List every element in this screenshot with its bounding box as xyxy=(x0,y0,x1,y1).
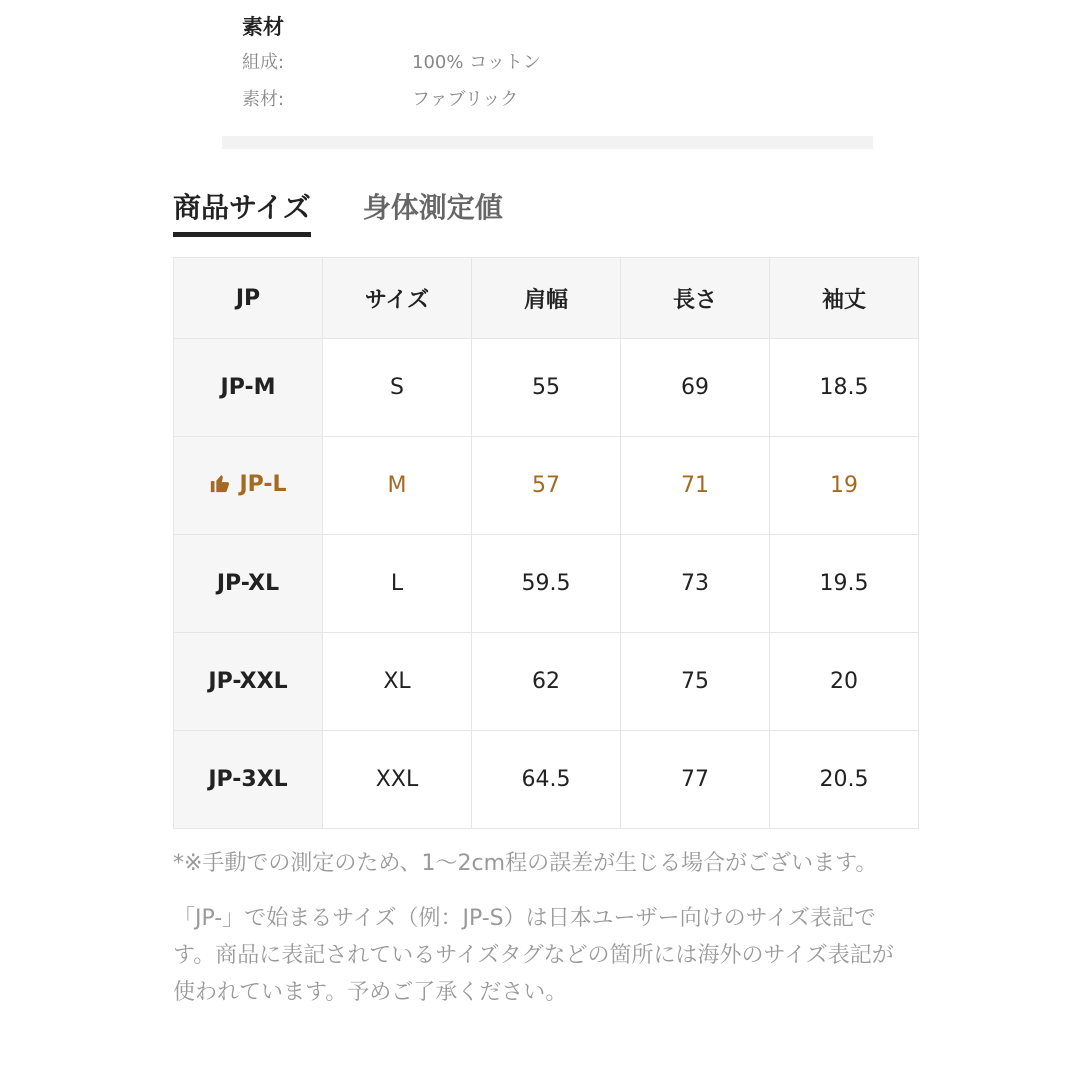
material-key: 組成: xyxy=(242,51,285,73)
material-row-fabric xyxy=(242,79,872,116)
cell-shoulder: 55 xyxy=(472,339,621,437)
cell-sleeve: 19.5 xyxy=(770,535,919,633)
cell-sleeve: 20.5 xyxy=(770,731,919,829)
cell-sleeve: 20 xyxy=(770,633,919,731)
cell-jp-size: JP-XL xyxy=(174,535,323,633)
tab-product-size[interactable]: 商品サイズ xyxy=(173,190,311,237)
size-notes xyxy=(173,845,913,1029)
table-row-recommended xyxy=(174,437,919,535)
material-value: ファブリック xyxy=(412,88,519,110)
cell-shoulder: 59.5 xyxy=(472,535,621,633)
table-row xyxy=(174,731,919,829)
size-table xyxy=(173,257,919,829)
cell-jp-size xyxy=(174,437,323,535)
table-row xyxy=(174,633,919,731)
header-shoulder: 肩幅 xyxy=(472,258,621,339)
table-row xyxy=(174,339,919,437)
table-row xyxy=(174,535,919,633)
cell-length: 77 xyxy=(621,731,770,829)
material-row-composition xyxy=(242,42,872,79)
cell-size: S xyxy=(323,339,472,437)
cell-size: XXL xyxy=(323,731,472,829)
cell-size: XL xyxy=(323,633,472,731)
cell-sleeve: 18.5 xyxy=(770,339,919,437)
cell-length: 69 xyxy=(621,339,770,437)
header-jp: JP xyxy=(174,258,323,339)
section-divider xyxy=(222,136,873,149)
thumbs-up-icon xyxy=(209,472,231,500)
tab-body-measurements[interactable]: 身体測定値 xyxy=(362,191,503,224)
cell-size: L xyxy=(323,535,472,633)
jp-size-note: 「JP-」で始まるサイズ（例：JP-S）は日本ユーザー向けのサイズ表記です。商品に表記されているサイズタグなどの箇所には海外のサイズ表記が使われています。予めご了承ください。 xyxy=(173,906,894,1005)
cell-length: 71 xyxy=(621,437,770,535)
header-size: サイズ xyxy=(323,258,472,339)
cell-sleeve: 19 xyxy=(770,437,919,535)
cell-size: M xyxy=(323,437,472,535)
cell-shoulder: 57 xyxy=(472,437,621,535)
material-key: 素材: xyxy=(242,88,285,110)
recommended-size-label: JP-L xyxy=(239,471,287,497)
cell-shoulder: 64.5 xyxy=(472,731,621,829)
material-value: 100% コットン xyxy=(412,51,541,73)
cell-length: 73 xyxy=(621,535,770,633)
cell-shoulder: 62 xyxy=(472,633,621,731)
header-length: 長さ xyxy=(621,258,770,339)
cell-jp-size: JP-XXL xyxy=(174,633,323,731)
cell-jp-size: JP-M xyxy=(174,339,323,437)
header-sleeve: 袖丈 xyxy=(770,258,919,339)
material-section xyxy=(242,12,872,116)
size-tabs xyxy=(173,190,503,237)
table-header-row xyxy=(174,258,919,339)
cell-jp-size: JP-3XL xyxy=(174,731,323,829)
cell-length: 75 xyxy=(621,633,770,731)
material-heading: 素材 xyxy=(242,15,284,39)
measurement-note: *※手動での測定のため、1〜2cm程の誤差が生じる場合がございます。 xyxy=(173,851,878,876)
